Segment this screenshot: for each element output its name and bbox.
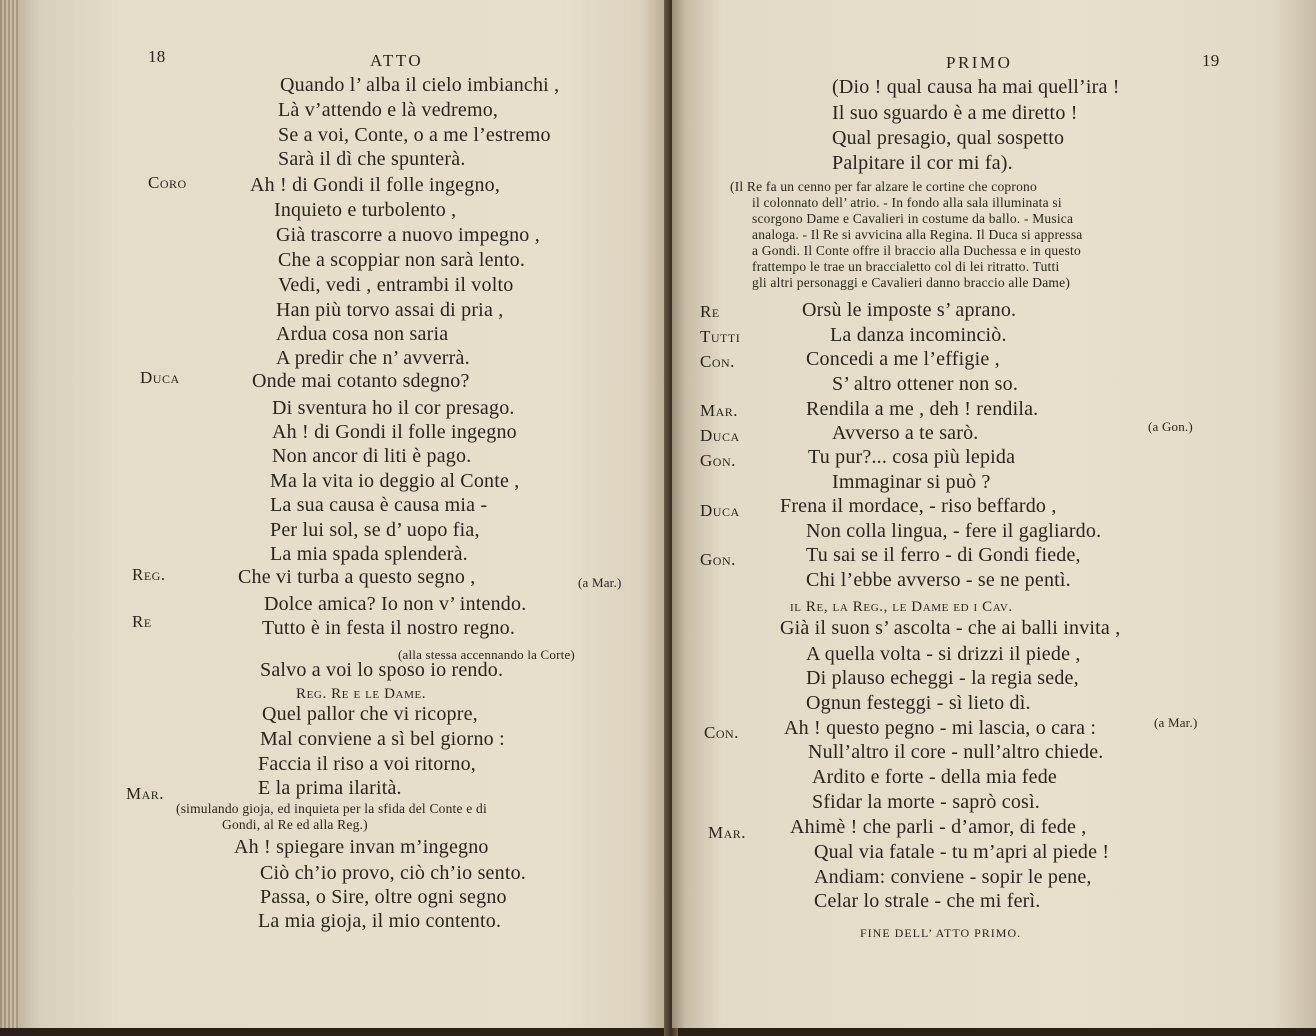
- speaker-name: Tutti: [700, 327, 741, 346]
- verse-line: Ah ! di Gondi il folle ingegno,: [250, 174, 501, 196]
- verse-line: Tu pur?... cosa più lepida: [808, 446, 1016, 468]
- verse-line: Se a voi, Conte, o a me l’estremo: [278, 124, 551, 146]
- verse-line: Ma la vita io deggio al Conte ,: [270, 470, 520, 492]
- verse-line: Quando l’ alba il cielo imbianchi ,: [280, 74, 560, 96]
- stage-direction: scorgono Dame e Cavalieri in costume da ballo. - Musica: [752, 211, 1074, 226]
- verse-line: Chi l’ebbe avverso - se ne pentì.: [806, 569, 1071, 591]
- verse-line: Il suo sguardo è a me diretto !: [832, 102, 1078, 124]
- verse-line: Già trascorre a nuovo impegno ,: [276, 224, 540, 246]
- verse-line: Palpitare il cor mi fa).: [832, 152, 1013, 174]
- verse-line: Ardua cosa non saria: [276, 323, 449, 345]
- speaker-name: Con.: [704, 723, 739, 742]
- verse-line: Salvo a voi lo sposo io rendo.: [260, 659, 504, 681]
- verse-line: Han più torvo assai di pria ,: [276, 299, 504, 321]
- verse-line: Ahimè ! che parli - d’amor, di fede ,: [790, 816, 1087, 838]
- verse-line: Avverso a te sarò.: [832, 422, 979, 444]
- verse-line: Onde mai cotanto sdegno?: [252, 370, 470, 392]
- verse-line: Orsù le imposte s’ aprano.: [802, 299, 1017, 321]
- verse-line: Sarà il dì che spunterà.: [278, 148, 466, 170]
- stage-direction: (alla stessa accennando la Corte): [398, 647, 575, 662]
- verse-line: Concedi a me l’effigie ,: [806, 348, 1000, 370]
- page-number: 19: [1202, 51, 1220, 70]
- verse-line: Vedi, vedi , entrambi il volto: [278, 274, 514, 296]
- speaker-name: Duca: [140, 368, 180, 387]
- verse-line: Per lui sol, se d’ uopo fia,: [270, 519, 480, 541]
- stage-direction: (Il Re fa un cenno per far alzare le cortine che coprono: [730, 179, 1037, 194]
- verse-line: Dolce amica? Io non v’ intendo.: [264, 593, 527, 615]
- verse-line: La danza incominciò.: [830, 324, 1007, 346]
- speaker-name: Gon.: [700, 451, 736, 470]
- verse-line: Ardito e forte - della mia fede: [812, 766, 1057, 788]
- verse-line: Di sventura ho il cor presago.: [272, 397, 515, 419]
- stage-aside: (a Mar.): [1154, 715, 1198, 730]
- speaker-name: Coro: [148, 173, 187, 192]
- verse-line: La mia spada splenderà.: [270, 543, 468, 565]
- page-number: 18: [148, 47, 166, 66]
- speaker-name: Duca: [700, 426, 740, 445]
- verse-line: Ah ! di Gondi il folle ingegno: [272, 421, 517, 443]
- page-edges: [0, 0, 18, 1028]
- speaker-name: Re: [132, 612, 152, 631]
- verse-line: Non colla lingua, - fere il gagliardo.: [806, 520, 1102, 542]
- speaker-name: Con.: [700, 352, 735, 371]
- verse-line: A quella volta - si drizzi il piede ,: [806, 643, 1081, 665]
- speaker-name: Mar.: [708, 823, 747, 842]
- verse-line: La sua causa è causa mia -: [270, 494, 488, 516]
- speaker-name: Duca: [700, 501, 740, 520]
- stage-direction: Gondi, al Re ed alla Reg.): [222, 817, 368, 832]
- stage-direction: a Gondi. Il Conte offre il braccio alla Duchessa e in questo: [752, 243, 1081, 258]
- end-of-act: FINE DELL’ ATTO PRIMO.: [860, 926, 1022, 940]
- verse-line: Rendila a me , deh ! rendila.: [806, 398, 1039, 420]
- verse-line: Ah ! questo pegno - mi lascia, o cara :: [784, 717, 1097, 739]
- stage-aside: (a Mar.): [578, 575, 622, 590]
- speaker-name: Gon.: [700, 550, 736, 569]
- speaker-name: Re: [700, 302, 720, 321]
- verse-line: Ognun festeggi - sì lieto dì.: [806, 692, 1031, 714]
- verse-line: Qual via fatale - tu m’apri al piede !: [814, 841, 1110, 863]
- verse-line: Quel pallor che vi ricopre,: [262, 703, 478, 725]
- verse-line: Ah ! spiegare invan m’ingegno: [234, 836, 489, 858]
- verse-line: Immaginar si può ?: [832, 471, 991, 493]
- running-header: PRIMO: [946, 53, 1013, 72]
- speaker-name: Mar.: [126, 784, 165, 803]
- verse-line: Null’altro il core - null’altro chiede.: [808, 741, 1104, 763]
- verse-line: Che vi turba a questo segno ,: [238, 566, 476, 588]
- verse-line: La mia gioja, il mio contento.: [258, 910, 502, 932]
- verse-line: Già il suon s’ ascolta - che ai balli invita ,: [780, 617, 1121, 639]
- running-header: ATTO: [370, 51, 424, 70]
- verse-line: Che a scoppiar non sarà lento.: [278, 249, 526, 271]
- verse-line: A predir che n’ avverrà.: [276, 347, 470, 369]
- stage-direction: frattempo le trae un braccialetto col di lei ritratto. Tutti: [752, 259, 1060, 274]
- stage-direction: analoga. - Il Re si avvicina alla Regina. Il Duca si appressa: [752, 227, 1083, 242]
- verse-line: Tu sai se il ferro - di Gondi fiede,: [806, 544, 1081, 566]
- verse-line: (Dio ! qual causa ha mai quell’ira !: [832, 76, 1120, 98]
- speaker-name: Reg.: [132, 565, 166, 584]
- verse-line: Tutto è in festa il nostro regno.: [262, 617, 516, 639]
- verse-line: Là v’attendo e là vedremo,: [278, 99, 499, 121]
- verse-line: Sfidar la morte - saprò così.: [812, 791, 1040, 813]
- verse-line: E la prima ilarità.: [258, 777, 402, 799]
- verse-line: Celar lo strale - che mi ferì.: [814, 890, 1041, 912]
- stage-direction: il colonnato dell’ atrio. - In fondo alla sala illuminata si: [752, 195, 1062, 210]
- speaker-group: il Re, la Reg., le Dame ed i Cav.: [790, 599, 1013, 615]
- verse-line: Inquieto e turbolento ,: [274, 199, 457, 221]
- verse-line: Faccia il riso a voi ritorno,: [258, 753, 476, 775]
- speaker-group: Reg. Re e le Dame.: [296, 686, 427, 702]
- right-page: [672, 0, 1316, 1028]
- stage-direction: gli altri personaggi e Cavalieri danno braccio alle Dame): [752, 275, 1071, 290]
- verse-line: Andiam: conviene - sopir le pene,: [814, 866, 1092, 888]
- verse-line: S’ altro ottener non so.: [832, 373, 1019, 395]
- stage-aside: (a Gon.): [1148, 419, 1193, 434]
- verse-line: Qual presagio, qual sospetto: [832, 127, 1065, 149]
- verse-line: Mal conviene a sì bel giorno :: [260, 728, 505, 750]
- verse-line: Di plauso echeggi - la regia sede,: [806, 667, 1079, 689]
- speaker-name: Mar.: [700, 401, 739, 420]
- verse-line: Non ancor di liti è pago.: [272, 445, 472, 467]
- verse-line: Frena il mordace, - riso beffardo ,: [780, 495, 1057, 517]
- verse-line: Passa, o Sire, oltre ogni segno: [260, 886, 507, 908]
- verse-line: Ciò ch’io provo, ciò ch’io sento.: [260, 862, 526, 884]
- stage-direction: (simulando gioja, ed inquieta per la sfida del Conte e di: [176, 801, 487, 816]
